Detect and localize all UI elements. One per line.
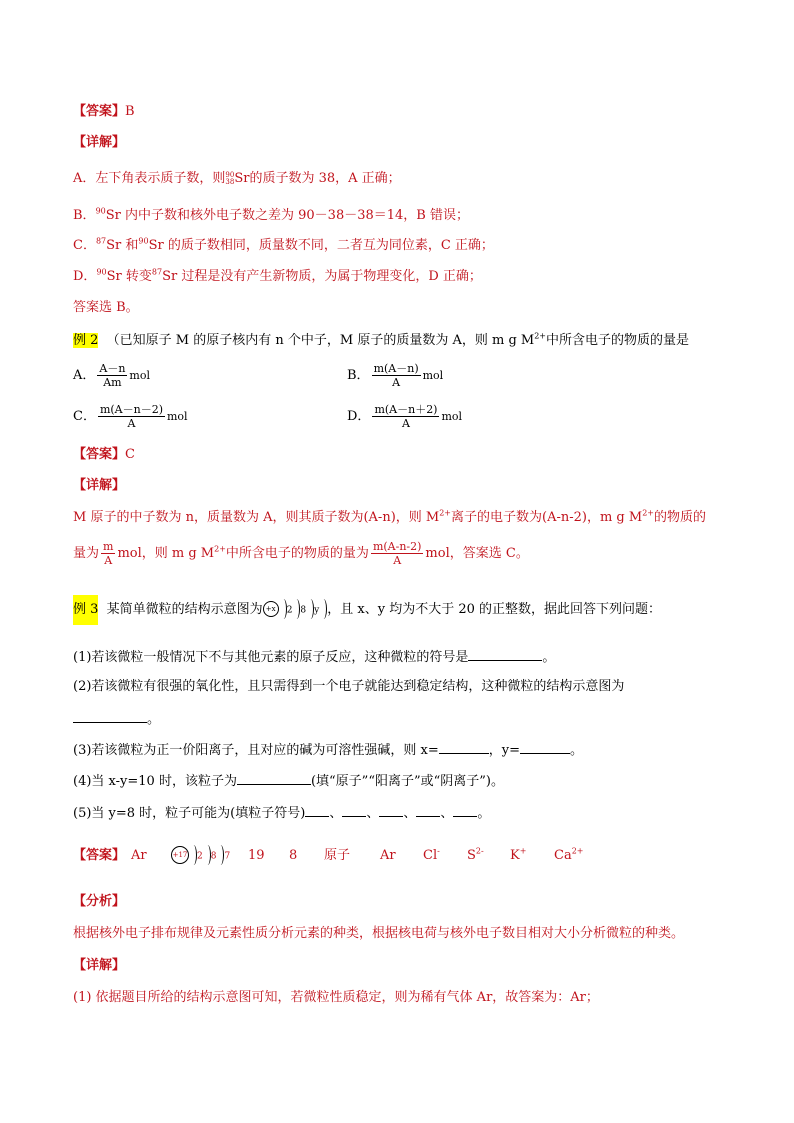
detail-2-fraction-1 <box>101 540 115 567</box>
line-c-sup1: 87 <box>95 236 107 246</box>
line-a-text-2: 的质子数为 38，A 正确； <box>249 171 401 186</box>
option-c-label: C． <box>73 409 96 424</box>
answer-blank[interactable] <box>305 803 329 817</box>
detail-1-sup2: 2+ <box>642 508 654 518</box>
line-c-label: C． <box>73 238 96 253</box>
question-2 <box>73 678 624 696</box>
detail-2-sup: 2+ <box>214 544 226 554</box>
particle-5-charge: 2+ <box>571 846 584 856</box>
detail-2-den1: A <box>104 554 113 567</box>
answer-type: 原子 <box>324 848 351 863</box>
detail-label: 【详解】 <box>73 478 126 493</box>
q3-mid: ，y= <box>488 743 521 758</box>
question-5 <box>73 803 490 823</box>
q5-text: (5)当 y=8 时，粒子可能为(填粒子符号) <box>73 806 306 821</box>
sr-mass-number: 90 <box>225 170 235 179</box>
detail-label: 【详解】 <box>73 135 126 150</box>
sr-symbol: Sr <box>234 171 250 186</box>
ex2-stem <box>73 332 689 350</box>
answer-particle-1: Ar <box>380 848 396 863</box>
question-1 <box>73 647 555 667</box>
option-b <box>347 362 443 389</box>
detail-1-text: (1) 依据题目所给的结构示意图可知，若微粒性质稳定，则为稀有气体 Ar，故答案为：Ar； <box>73 990 599 1005</box>
answer-blank[interactable] <box>342 803 366 817</box>
detail-2b: mol，则 m g M <box>117 546 215 561</box>
answer-blank[interactable] <box>237 771 311 785</box>
ex1-conclusion <box>73 299 139 317</box>
ex3-answer-row <box>73 847 693 869</box>
ex1-answer <box>73 103 135 121</box>
q3-end: 。 <box>570 743 584 758</box>
ex3-detail-label <box>73 957 125 975</box>
ex2-stem-sup: 2+ <box>534 331 547 341</box>
answer-particle-5 <box>554 847 584 865</box>
line-b-label: B． <box>73 208 96 223</box>
q5-sep: 、 <box>329 806 343 821</box>
shell-arc <box>204 845 211 865</box>
detail-2-den2: A <box>393 554 402 567</box>
ex3-stem-text-2: ，且 x、y 均为不大于 20 的正整数，据此回答下列问题： <box>327 602 661 617</box>
answer-blank[interactable] <box>379 803 403 817</box>
option-d <box>347 403 462 430</box>
option-d-numerator: m(A－n＋2) <box>374 403 438 416</box>
answer-y: 8 <box>289 848 298 863</box>
option-a-fraction <box>97 362 127 389</box>
option-a-denominator: Am <box>103 376 122 389</box>
detail-2a: 量为 <box>73 546 100 561</box>
detail-2c: 中所含电子的物质的量为 <box>225 546 369 561</box>
ex2-detail-line-2 <box>73 540 529 567</box>
ex3-analysis-label <box>73 893 125 911</box>
option-d-label: D． <box>347 409 371 424</box>
answer-label: 【答案】 <box>73 447 126 462</box>
detail-2-num2: m(A-n-2) <box>372 540 422 553</box>
analysis-label: 【分析】 <box>73 894 126 909</box>
shell-3-count: 7 <box>224 851 231 862</box>
answer-1: Ar <box>131 848 147 863</box>
detail-2-fraction-2 <box>371 540 423 567</box>
detail-2-num1: m <box>103 540 114 553</box>
line-c-sup2: 90 <box>138 236 149 246</box>
detail-label: 【详解】 <box>73 958 126 973</box>
particle-5-symbol: Ca <box>554 848 572 863</box>
answer-blank[interactable] <box>73 709 147 723</box>
example-label: 例 3 <box>73 595 98 625</box>
line-b-text: Sr 内中子数和核外电子数之差为 90－38－38＝14，B 错误； <box>105 208 469 223</box>
structure-diagram <box>263 599 328 620</box>
particle-2-symbol: Cl <box>423 848 438 863</box>
sr-nuclide-numbers <box>225 172 234 186</box>
q4-text: (4)当 x-y=10 时，该粒子为 <box>73 774 237 789</box>
line-c-text: Sr 的质子数相同，质量数不同，二者互为同位素，C 正确； <box>148 238 494 253</box>
option-b-denominator: A <box>392 376 401 389</box>
option-d-fraction <box>372 403 439 430</box>
answer-blank[interactable] <box>468 647 542 661</box>
option-b-fraction <box>372 362 421 389</box>
option-b-unit: mol <box>422 369 444 382</box>
particle-3-charge: 2- <box>475 846 484 856</box>
option-c-fraction <box>98 403 165 430</box>
particle-2-charge: - <box>437 846 440 856</box>
detail-1b: 离子的电子数为(A-n-2)，m g M <box>451 510 643 525</box>
line-d-sup2: 87 <box>151 267 163 277</box>
answer-value: B <box>125 104 135 119</box>
q1-end: 。 <box>542 650 556 665</box>
line-d-label: D． <box>73 269 97 284</box>
example-label: 例 2 <box>73 333 99 348</box>
q5-sep: 、 <box>403 806 417 821</box>
q5-sep: 、 <box>366 806 380 821</box>
analysis-text: 根据核外电子排布规律及元素性质分析元素的种类，根据核电荷与核外电子数目相对大小分析微粒的种类。 <box>73 926 685 941</box>
answer-particle-4 <box>510 847 526 865</box>
ex1-line-a <box>73 170 401 188</box>
option-b-label: B． <box>347 368 370 383</box>
shell-1-count: 2 <box>286 605 293 616</box>
ex2-answer <box>73 446 135 464</box>
option-a-numerator: A－n <box>99 362 126 375</box>
line-d-mid: Sr 转变 <box>106 269 152 284</box>
answer-particle-3 <box>467 847 484 865</box>
ex1-line-c <box>73 237 494 255</box>
shell-arc <box>280 599 287 619</box>
ex1-line-d <box>73 268 482 286</box>
conclusion-text: 答案选 B。 <box>73 300 139 315</box>
detail-1-sup1: 2+ <box>439 508 452 518</box>
nucleus-circle: +17 <box>171 846 189 864</box>
ex3-stem-text-1: 某简单微粒的结构示意图为 <box>106 602 263 617</box>
shell-1-count: 2 <box>197 851 203 862</box>
answer-x: 19 <box>248 848 265 863</box>
answer-structure-diagram <box>171 845 230 866</box>
ex2-stem-text-2: 中所含电子的物质的量是 <box>546 333 690 348</box>
line-c-mid: Sr 和 <box>106 238 139 253</box>
shell-2-count: 8 <box>300 605 307 616</box>
shell-2-count: 8 <box>210 851 217 862</box>
answer-label: 【答案】 <box>73 104 126 119</box>
question-4 <box>73 771 504 791</box>
ex1-line-b <box>73 207 469 225</box>
answer-blank[interactable] <box>416 803 440 817</box>
q3-text: (3)若该微粒为正一价阳离子，且对应的碱为可溶性强碱，则 x= <box>73 743 439 758</box>
option-c-unit: mol <box>167 410 188 423</box>
q2-text: (2)若该微粒有很强的氧化性，且只需得到一个电子就能达到稳定结构，这种微粒的结构示意图为 <box>73 679 625 694</box>
option-d-denominator: A <box>401 417 410 430</box>
answer-particle-2 <box>423 847 440 865</box>
ex2-stem-text-1: （已知原子 M 的原子核内有 n 个中子，M 原子的质量数为 A，则 m g M <box>106 333 535 348</box>
option-c-numerator: m(A－n－2) <box>99 403 163 416</box>
option-c <box>73 403 188 430</box>
answer-value: C <box>125 447 135 462</box>
ex3-stem <box>73 595 661 625</box>
shell-arc <box>190 845 197 865</box>
ex2-detail-line-1 <box>73 509 706 527</box>
particle-4-charge: + <box>519 846 527 856</box>
option-a-label: A． <box>73 368 96 383</box>
ex2-detail-label <box>73 477 125 495</box>
particle-3-symbol: S <box>467 848 476 863</box>
ex1-detail-label <box>73 134 125 152</box>
line-d-sup1: 90 <box>96 267 107 277</box>
q5-sep: 、 <box>440 806 454 821</box>
answer-label: 【答案】 <box>73 848 126 863</box>
detail-1a: M 原子的中子数为 n，质量数为 A，则其质子数为(A-n)，则 M <box>73 510 440 525</box>
detail-2d: mol，答案选 C。 <box>425 546 529 561</box>
ex3-detail-1 <box>73 989 599 1007</box>
q2-end: 。 <box>147 712 161 727</box>
answer-blank-x[interactable] <box>439 740 489 754</box>
ex3-analysis-text <box>73 925 684 943</box>
line-d-text: Sr 过程是没有产生新物质，为属于物理变化，D 正确； <box>162 269 482 284</box>
option-a-unit: mol <box>129 369 150 382</box>
line-b-sup: 90 <box>95 206 106 216</box>
particle-4-symbol: K <box>510 848 520 863</box>
detail-1c: 的物质的 <box>654 510 707 525</box>
nucleus-circle: +x <box>263 601 279 617</box>
answer-blank-y[interactable] <box>520 740 570 754</box>
q5-end: 。 <box>477 806 491 821</box>
q4-end: (填“原子”“阳离子”或“阴离子”)。 <box>310 774 504 789</box>
question-3 <box>73 740 583 760</box>
option-b-numerator: m(A－n) <box>373 362 419 375</box>
option-a <box>73 362 150 389</box>
option-d-unit: mol <box>441 410 463 423</box>
question-2-cont <box>73 709 160 729</box>
line-a-text-1: A．左下角表示质子数，则 <box>73 171 226 186</box>
answer-blank[interactable] <box>453 803 477 817</box>
shell-3-count: y <box>314 605 320 616</box>
option-c-denominator: A <box>127 417 136 430</box>
q1-text: (1)若该微粒一般情况下不与其他元素的原子反应，这种微粒的符号是 <box>73 650 469 665</box>
sr-proton-number: 38 <box>225 177 235 186</box>
